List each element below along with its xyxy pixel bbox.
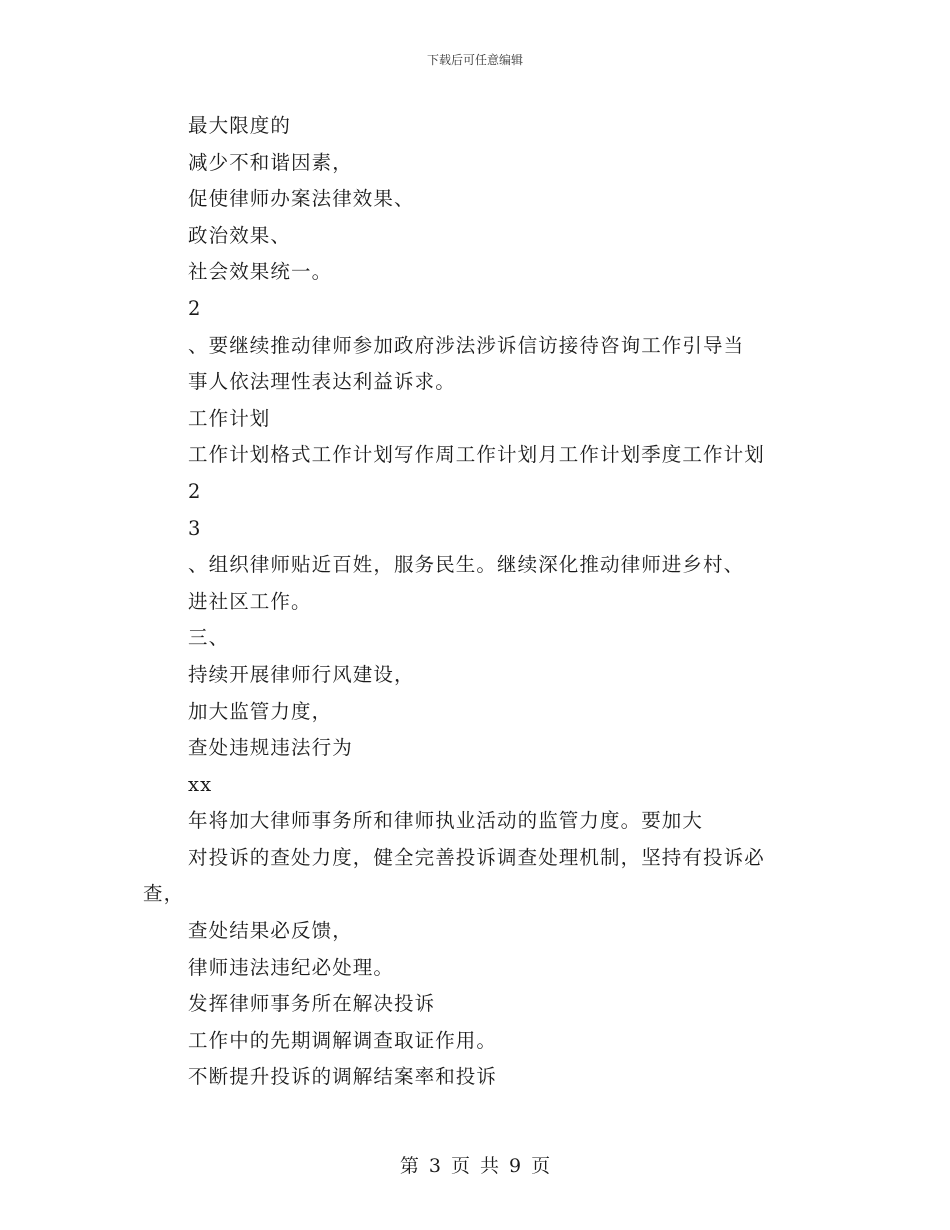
text-line: 查处违规违法行为: [188, 736, 353, 760]
text-line: 发挥律师事务所在解决投诉: [188, 992, 436, 1016]
text-line: 查，: [143, 882, 185, 906]
text-line: 2: [188, 296, 202, 320]
text-line: 政治效果、: [188, 223, 292, 247]
text-line: 查处结果必反馈，: [188, 919, 353, 943]
text-line: 促使律师办案法律效果、: [188, 187, 415, 211]
footer-total-unit: 页: [531, 1155, 551, 1177]
text-line: 进社区工作。: [188, 589, 312, 613]
text-line: 工作中的先期调解调查取证作用。: [188, 1028, 498, 1052]
page-footer: [0, 1154, 950, 1178]
footer-total-label: 共: [480, 1155, 500, 1177]
text-line: 加大监管力度，: [188, 699, 333, 723]
text-line: 2: [188, 479, 202, 503]
text-line: 工作计划格式工作计划写作周工作计划月工作计划季度工作计划: [188, 443, 765, 467]
page-header: 下载后可任意编辑: [426, 53, 523, 67]
text-line: 三、: [188, 626, 230, 650]
text-line: 年将加大律师事务所和律师执业活动的监管力度。要加大: [188, 809, 704, 833]
text-line: 社会效果统一。: [188, 260, 333, 284]
document-body: [0, 108, 950, 1096]
text-line: 对投诉的查处力度，健全完善投诉调查处理机制，坚持有投诉必: [188, 845, 765, 869]
footer-page-label: 第: [399, 1155, 419, 1177]
text-line: xx: [188, 772, 213, 796]
text-line: 最大限度的: [188, 114, 292, 137]
footer-total-pages: 9: [509, 1155, 522, 1177]
footer-current-page: 3: [428, 1155, 441, 1177]
text-line: 减少不和谐因素，: [188, 150, 353, 174]
text-line: 、组织律师贴近百姓，服务民生。继续深化推动律师进乡村、: [188, 553, 745, 577]
text-line: 律师违法违纪必处理。: [188, 955, 395, 979]
text-line: 工作计划: [188, 406, 271, 430]
text-line: 3: [188, 516, 202, 540]
text-line: 、要继续推动律师参加政府涉法涉诉信访接待咨询工作引导当: [188, 333, 745, 357]
text-line: 持续开展律师行风建设，: [188, 662, 415, 686]
text-line: 不断提升投诉的调解结案率和投诉: [188, 1065, 498, 1089]
footer-page-unit: 页: [450, 1155, 470, 1177]
text-line: 事人依法理性表达利益诉求。: [188, 370, 456, 394]
